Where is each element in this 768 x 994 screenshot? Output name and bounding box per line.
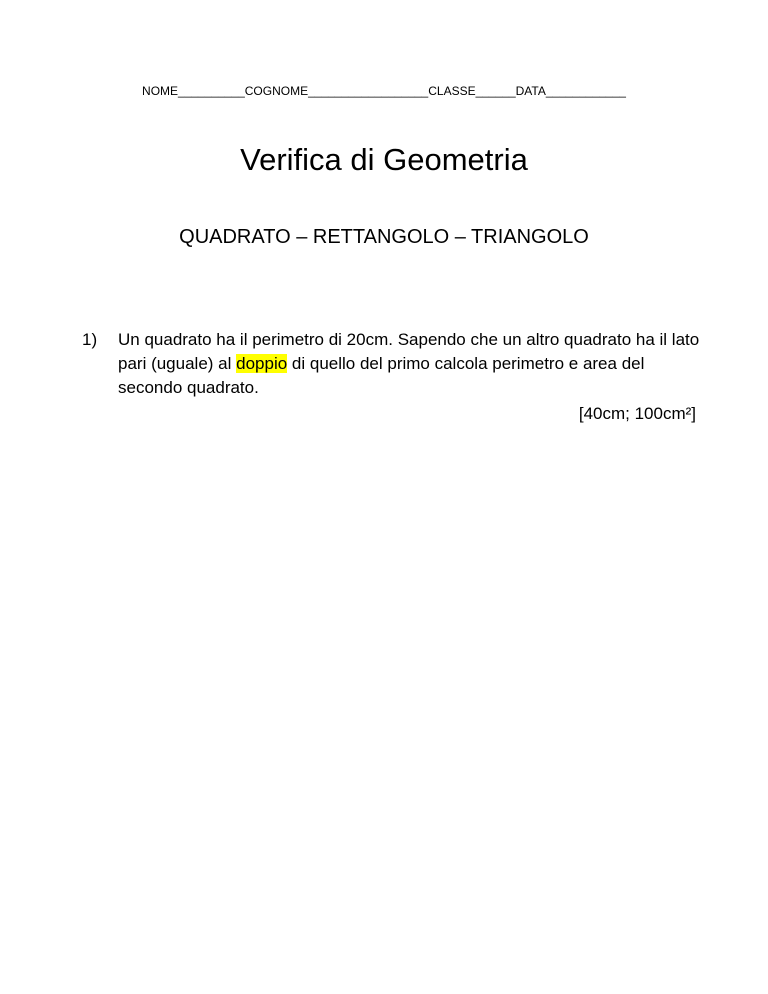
highlighted-word: doppio [236,354,288,373]
student-info-line: NOME__________COGNOME__________________CLASSE______DATA____________ [142,84,626,98]
exercise-number: 1) [82,330,98,349]
exercise-text [118,328,700,400]
page-title: Verifica di Geometria [240,142,528,177]
exercise-text-before: Un quadrato ha il perimetro di 20cm. Sapendo che un altro quadrato ha il lato pari (uguale) al [118,330,700,373]
exercise-answer: [40cm; 100cm²] [578,404,696,423]
exercise-text-after: di quello del primo calcola perimetro e area del secondo quadrato. [118,354,645,397]
exercise-1 [82,328,700,426]
page-subtitle: QUADRATO – RETTANGOLO – TRIANGOLO [179,226,589,248]
